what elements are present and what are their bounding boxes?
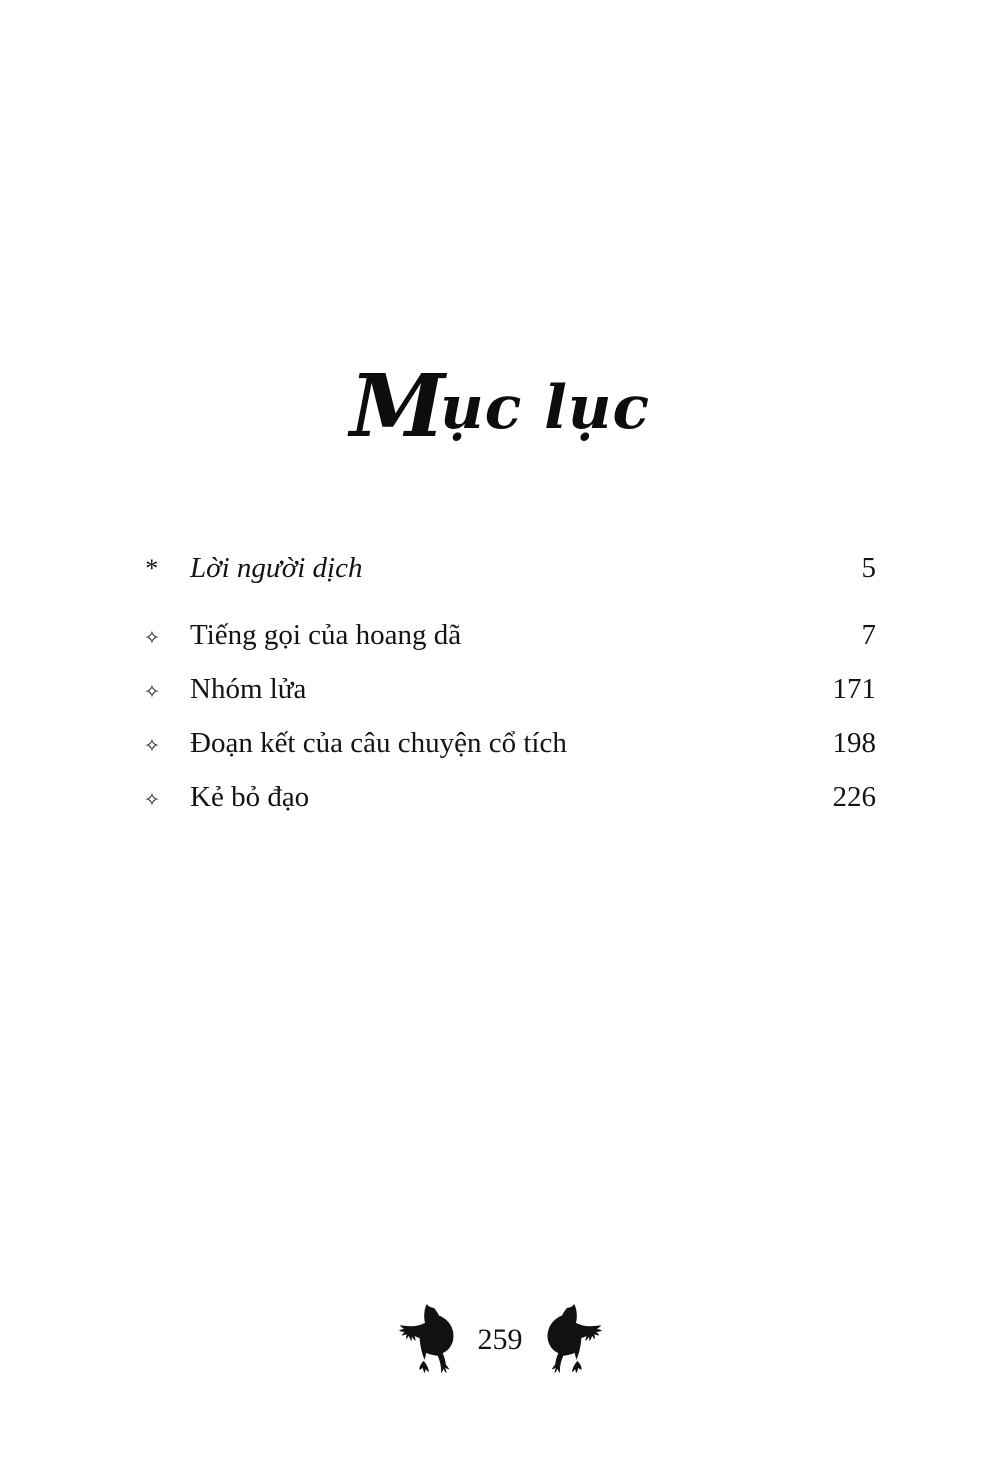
toc-entry-page: 226	[832, 781, 876, 813]
page-title-rest: ục lục	[440, 373, 651, 443]
toc-entry-chapter-3[interactable]	[140, 727, 876, 760]
toc-entry-label: Lời người dịch	[190, 552, 363, 584]
asterisk-icon: *	[144, 554, 157, 583]
toc-entry-page: 5	[861, 552, 876, 584]
diamond-bullet-icon: ✧	[144, 736, 160, 757]
toc-entry-label: Kẻ bỏ đạo	[190, 781, 310, 813]
diamond-bullet-icon: ✧	[144, 628, 160, 649]
toc-entry-label: Đoạn kết của câu chuyện cổ tích	[190, 727, 567, 759]
howling-wolf-icon	[386, 1300, 460, 1380]
howling-wolf-icon	[541, 1300, 615, 1380]
toc-entry-chapter-2[interactable]	[140, 673, 876, 706]
toc-entry-page: 7	[861, 619, 876, 651]
toc-entry-label: Tiếng gọi của hoang dã	[190, 619, 462, 651]
table-of-contents	[140, 552, 876, 835]
diamond-bullet-icon: ✧	[144, 790, 160, 811]
page-footer	[0, 1300, 1000, 1380]
toc-entry-page: 171	[832, 673, 876, 705]
page-title-initial: M	[349, 356, 447, 457]
toc-entry-label: Nhóm lửa	[190, 673, 307, 705]
toc-entry-chapter-1[interactable]	[140, 619, 876, 652]
toc-entry-page: 198	[832, 727, 876, 759]
toc-entry-preface[interactable]	[140, 552, 876, 585]
toc-entry-chapter-4[interactable]	[140, 781, 876, 814]
page-title	[0, 356, 1000, 457]
diamond-bullet-icon: ✧	[144, 682, 160, 703]
folio-number: 259	[477, 1323, 523, 1356]
